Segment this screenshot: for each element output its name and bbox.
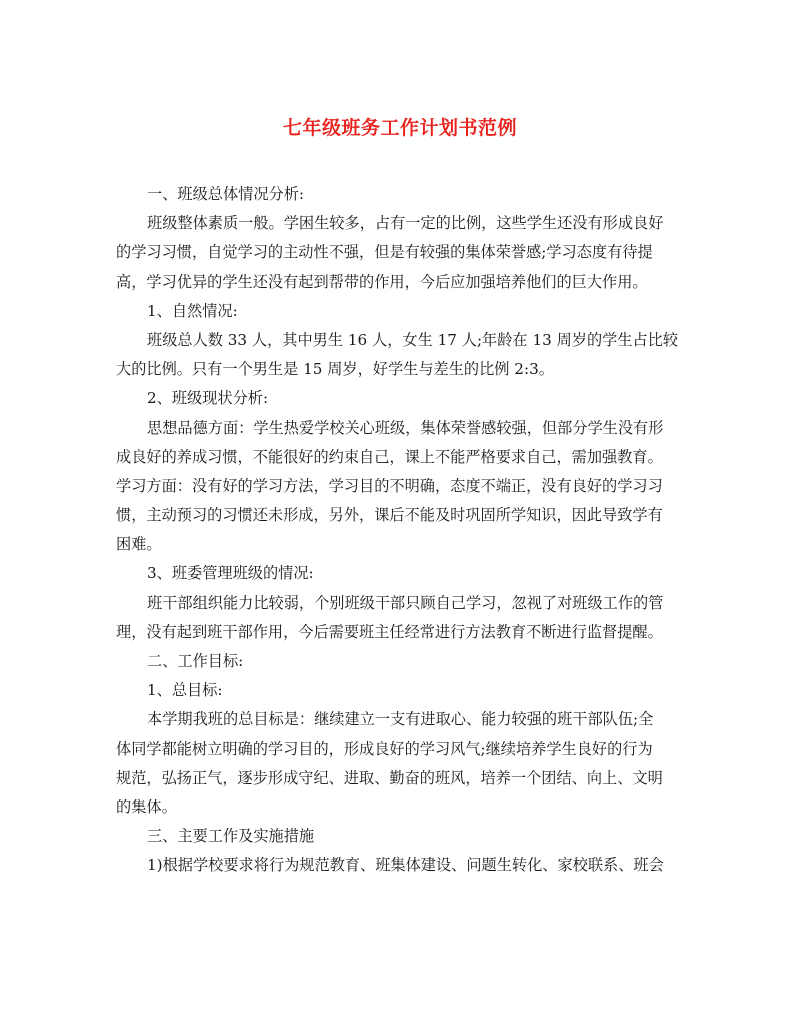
text-line: 困难。 bbox=[116, 535, 162, 554]
text-line: 三、主要工作及实施措施 bbox=[147, 827, 315, 846]
text-line: 大的比例。只有一个男生是 15 周岁，好学生与差生的比例 2:3。 bbox=[116, 360, 554, 379]
text-line: 惯，主动预习的习惯还未形成，另外，课后不能及时巩固所学知识，因此导致学有 bbox=[116, 506, 663, 525]
text-line: 1、自然情况: bbox=[147, 301, 238, 320]
text-line: 班级总人数 33 人，其中男生 16 人，女生 17 人;年龄在 13 周岁的学生占比较 bbox=[147, 330, 679, 349]
document-body bbox=[116, 180, 686, 881]
text-line: 学习方面：没有好的学习方法，学习目的不明确，态度不端正，没有良好的学习习 bbox=[116, 476, 663, 495]
text-line: 成良好的养成习惯，不能很好的约束自己，课上不能严格要求自己，需加强教育。 bbox=[116, 447, 663, 466]
text-line: 3、班委管理班级的情况: bbox=[147, 564, 314, 583]
text-line: 1)根据学校要求将行为规范教育、班集体建设、问题生转化、家校联系、班会 bbox=[147, 856, 664, 875]
text-line: 理，没有起到班干部作用，今后需要班主任经常进行方法教育不断进行监督提醒。 bbox=[116, 622, 663, 641]
text-line: 一、班级总体情况分析: bbox=[147, 185, 304, 203]
text-line: 二、工作目标: bbox=[147, 652, 244, 670]
text-line: 2、班级现状分析: bbox=[147, 389, 269, 408]
text-line: 1、总目标: bbox=[147, 681, 223, 700]
text-line: 思想品德方面：学生热爱学校关心班级，集体荣誉感较强，但部分学生没有形 bbox=[147, 418, 664, 437]
text-line: 规范，弘扬正气，逐步形成守纪、进取、勤奋的班风，培养一个团结、向上、文明 bbox=[116, 768, 663, 787]
text-line: 体同学都能树立明确的学习目的，形成良好的学习风气;继续培养学生良好的行为 bbox=[116, 739, 653, 758]
text-line: 班干部组织能力比较弱，个别班级干部只顾自己学习，忽视了对班级工作的管 bbox=[147, 593, 664, 612]
document-title: 七年级班务工作计划书范例 bbox=[282, 117, 517, 139]
text-line: 高，学习优异的学生还没有起到帮带的作用，今后应加强培养他们的巨大作用。 bbox=[116, 272, 648, 291]
text-line: 本学期我班的总目标是：继续建立一支有进取心、能力较强的班干部队伍;全 bbox=[147, 710, 654, 729]
text-line: 的学习习惯，自觉学习的主动性不强，但是有较强的集体荣誉感;学习态度有待提 bbox=[116, 243, 653, 262]
text-line: 班级整体素质一般。学困生较多，占有一定的比例，这些学生还没有形成良好 bbox=[147, 214, 664, 233]
text-line: 的集体。 bbox=[116, 797, 177, 816]
